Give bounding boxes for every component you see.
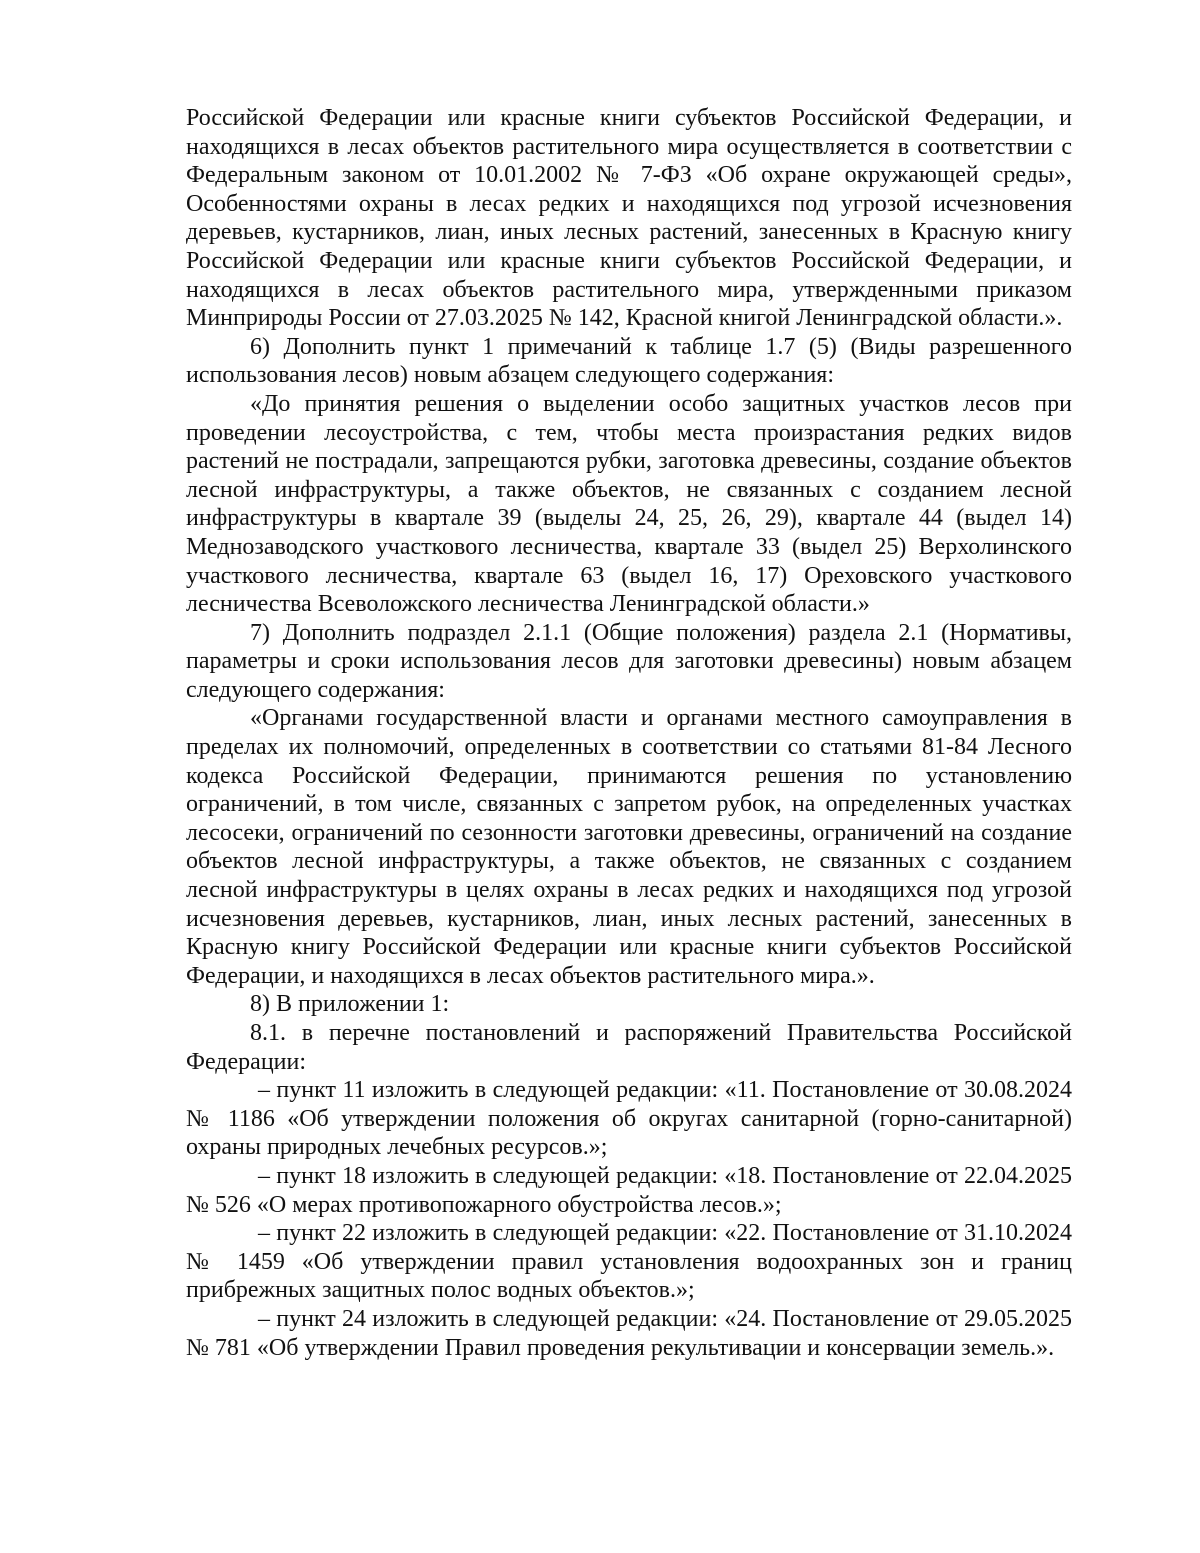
paragraph-dash-item-11: – пункт 11 изложить в следующей редакции: «11. Постановление от 30.08.2024 № 1186 «Об утверждении положения об округах санитарной (горно-санитарной) охраны природных лечебных ресурсов.»;: [186, 1077, 1072, 1161]
paragraph-item-7-quote: «Органами государственной власти и органами местного самоуправления в пределах их полномочий, определенных в соответствии со статьями 81-84 Лесного кодекса Российской Федерации, принимаются решения по установлению ограничений, в том числе, связанных с запретом рубок, на определенных участках лесосеки, ограничений по сезонности заготовки древесины, ограничений на создание объектов лесной инфраструктуры, а также объектов, не связанных с созданием лесной инфраструктуры в целях охраны в лесах редких и находящихся под угрозой исчезновения деревьев, кустарников, лиан, иных лесных растений, занесенных в Красную книгу Российской Федерации или красные книги субъектов Российской Федерации, и находящихся в лесах объектов растительного мира.».: [186, 705, 1072, 989]
paragraph-dash-item-18: – пункт 18 изложить в следующей редакции: «18. Постановление от 22.04.2025 № 526 «О мерах противопожарного обустройства лесов.»;: [186, 1162, 1072, 1218]
paragraph-dash-item-22: – пункт 22 изложить в следующей редакции: «22. Постановление от 31.10.2024 № 1459 «Об утверждении правил установления водоохранных зон и границ прибрежных защитных полос водных объектов.»;: [186, 1220, 1072, 1304]
paragraph-item-6: 6) Дополнить пункт 1 примечаний к таблице 1.7 (5) (Виды разрешенного использования лесов) новым абзацем следующего содержания:: [186, 333, 1072, 389]
paragraph-item-8-1: 8.1. в перечне постановлений и распоряжений Правительства Российской Федерации:: [186, 1020, 1072, 1075]
paragraph-item-8: 8) В приложении 1:: [250, 991, 450, 1018]
paragraph-dash-item-24: – пункт 24 изложить в следующей редакции: «24. Постановление от 29.05.2025 № 781 «Об утверждении Правил проведения рекультивации и консервации земель.».: [186, 1305, 1072, 1361]
document-page: [186, 104, 1072, 1362]
paragraph-item-7: 7) Дополнить подраздел 2.1.1 (Общие положения) раздела 2.1 (Нормативы, параметры и сроки использования лесов для заготовки древесины) новым абзацем следующего содержания:: [186, 619, 1072, 703]
paragraph-intro-continuation: Российской Федерации или красные книги субъектов Российской Федерации, и находящихся в лесах объектов растительного мира осуществляется в соответствии с Федеральным законом от 10.01.2002 № 7-ФЗ «Об охране окружающей среды», Особенностями охраны в лесах редких и находящихся под угрозой исчезновения деревьев, кустарников, лиан, иных лесных растений, занесенных в Красную книгу Российской Федерации или красные книги субъектов Российской Федерации, и находящихся в лесах объектов растительного мира, утвержденными приказом Минприроды России от 27.03.2025 № 142, Красной книгой Ленинградской области.».: [186, 105, 1072, 332]
paragraph-item-6-quote: «До принятия решения о выделении особо защитных участков лесов при проведении лесоустройства, с тем, чтобы места произрастания редких видов растений не пострадали, запрещаются рубки, заготовка древесины, создание объектов лесной инфраструктуры, а также объектов, не связанных с созданием лесной инфраструктуры в квартале 39 (выделы 24, 25, 26, 29), квартале 44 (выдел 14) Меднозаводского участкового лесничества, квартале 33 (выдел 25) Верхолинского участкового лесничества, квартале 63 (выдел 16, 17) Ореховского участкового лесничества Всеволожского лесничества Ленинградской области.»: [186, 390, 1072, 618]
